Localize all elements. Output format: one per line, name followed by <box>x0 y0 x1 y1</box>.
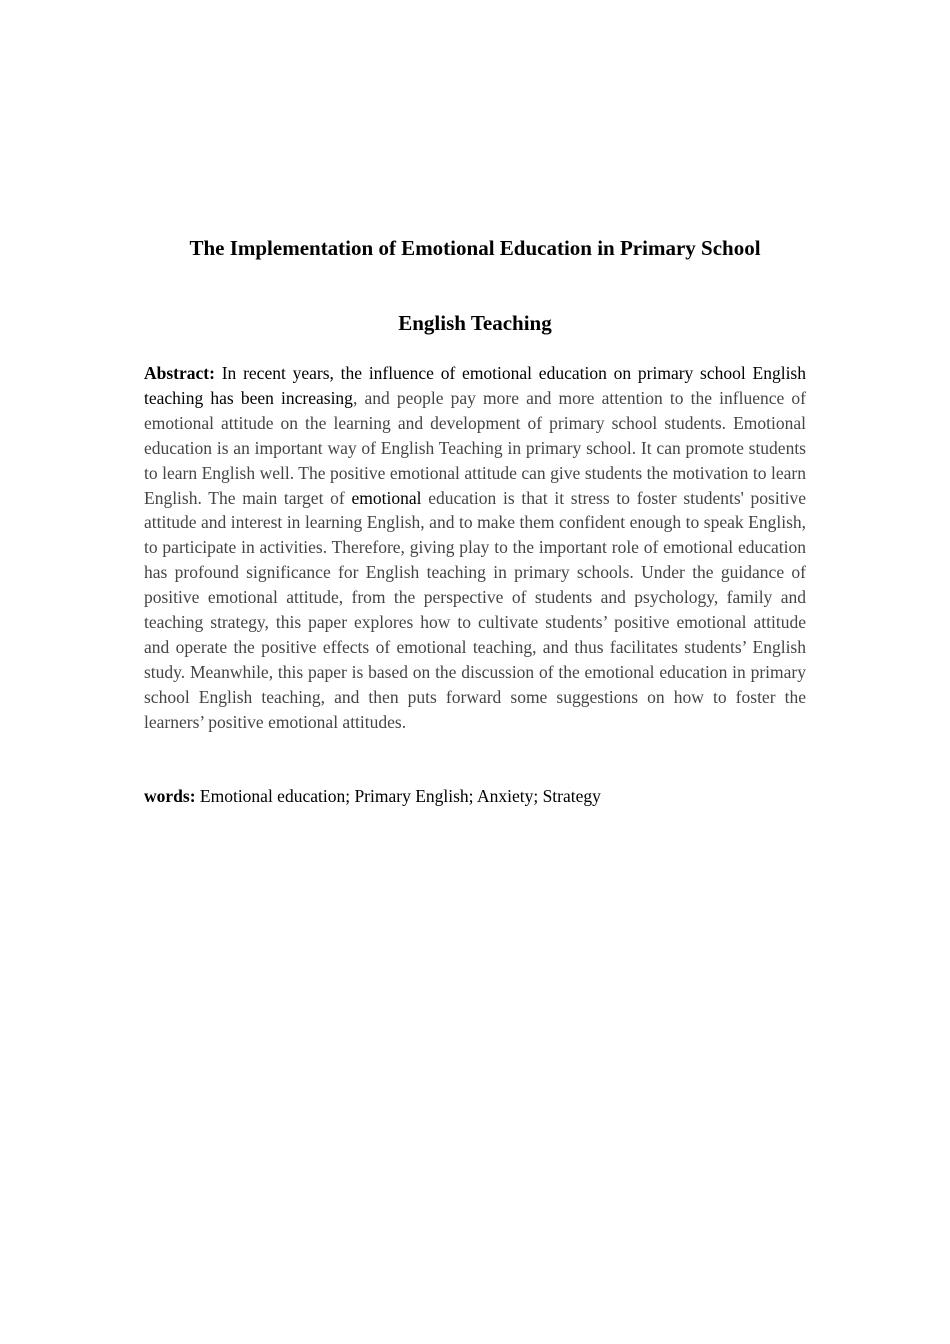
abstract-text-part-2: , and people pay more and more attention to the influence of emotional attitude on the learning and development of primary school students. Emotional education is an important way of English Teaching in primary school. It can promote students to learn English well. The positive emotional attitude can give students the motivation to learn English. The main target of <box>144 387 806 508</box>
abstract-label: Abstract: <box>144 363 215 383</box>
keywords-label: words: <box>144 786 196 806</box>
abstract-text-part-4: education is that it stress to foster students' positive attitude and interest in learning English, and to make them confident enough to speak English, to participate in activities. Therefore, giving play to the important role of emotional education has profound significance for English teaching in primary schools. Under the guidance of positive emotional attitude, from the perspective of students and psychology, family and teaching strategy, this paper explores how to cultivate students’ positive emotional attitude and operate the positive effects of emotional teaching, and thus facilitates students’ English study. Meanwhile, this paper is based on the discussion of the emotional education in primary school English teaching, and then puts forward some suggestions on how to foster the learners’ positive emotional attitudes. <box>144 487 806 732</box>
abstract-text-part-3: emotional <box>351 487 422 508</box>
keywords-line <box>144 784 806 809</box>
abstract-text-part-1: In recent years, the influence of emotional education on primary school English teaching has been increasing <box>144 363 806 408</box>
title-line-1: The Implementation of Emotional Education in Primary School <box>189 236 761 260</box>
title-line-2: English Teaching <box>398 311 552 335</box>
abstract-paragraph <box>144 361 806 735</box>
keywords-text: Emotional education; Primary English; Anxiety; Strategy <box>195 786 601 806</box>
